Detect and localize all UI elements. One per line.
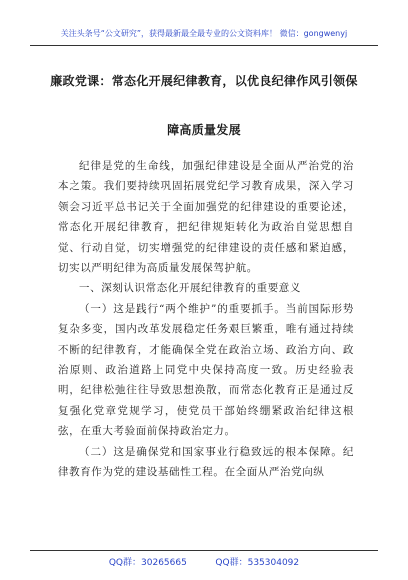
header-divider (30, 45, 378, 46)
page-footer: QQ群：30265665 QQ群：535304092 (108, 558, 300, 568)
body-paragraph-intro: 纪律是党的生命线，加强纪律建设是全面从严治党的治本之策。我们要持续巩固拓展党纪学习教育成果，深入学习领会习近平总书记关于全面加强党的纪律建设的重要论述，常态化开展纪律教育，把纪律规矩转化为政治自觉思想自觉、行动自觉，切实增强党的纪律建设的责任感和紧迫感，切实以严明纪律为高质量发展保驾护航。 (58, 160, 354, 275)
page-header: 关注头条号“公文研究”，获得最新最全最专业的公文资料库！ 微信：gongwenyj (60, 29, 348, 38)
document-body (58, 156, 354, 483)
section-heading-1: 一、深刻认识常态化开展纪律教育的重要意义 (79, 282, 301, 295)
document-title-line-2: 障高质量发展 (167, 123, 241, 137)
body-paragraph-1: （一）这是践行“两个维护”的重要抓手。当前国际形势复杂多变，国内改革发展稳定任务艰巨繁重，唯有通过持续不断的纪律教育，才能确保全党在政治立场、政治方向、政治原则、政治道路上同党中央保持高度一致。历史经验表明，纪律松弛往往导致思想涣散，而常态化教育正是通过反复强化党章党规学习，使党员干部始终绷紧政治纪律这根弦，在重大考验面前保持政治定力。 (58, 302, 354, 438)
body-paragraph-2: （二）这是确保党和国家事业行稳致远的根本保障。纪律教育作为党的建设基础性工程。在全面从严治党向纵 (58, 445, 354, 479)
document-title-line-1: 廉政党课：常态化开展纪律教育，以优良纪律作风引领保 (50, 74, 358, 88)
footer-divider (30, 550, 378, 551)
